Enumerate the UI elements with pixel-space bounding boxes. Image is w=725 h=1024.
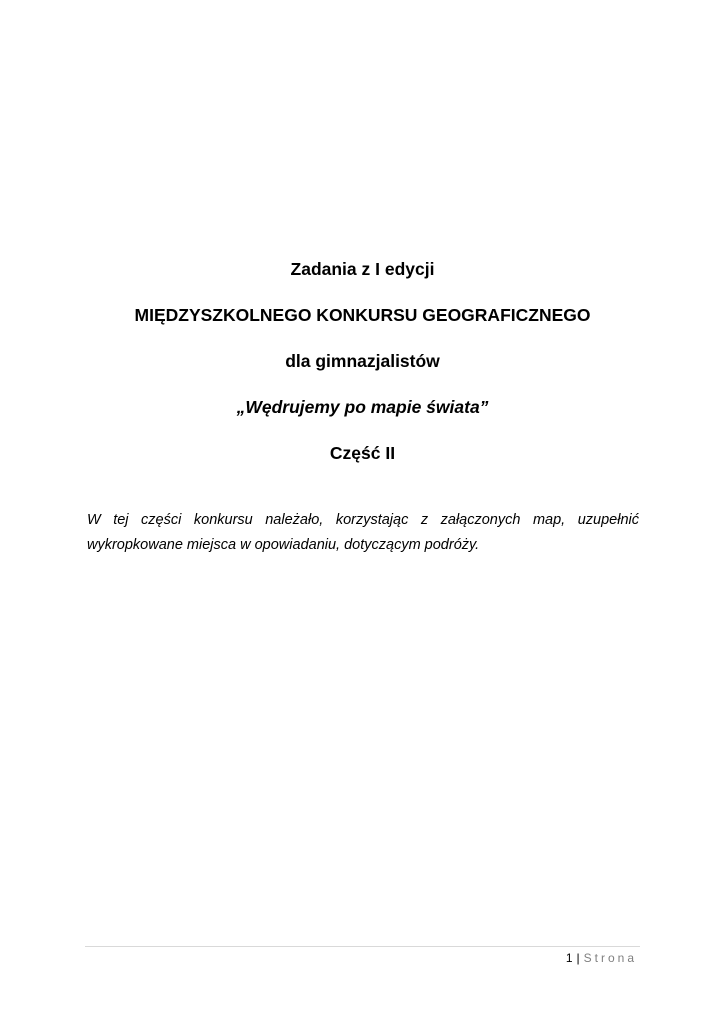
- title-line-motto: „Wędrujemy po mapie świata”: [236, 397, 489, 417]
- page-footer: [566, 950, 637, 966]
- title-line-contest: MIĘDZYSZKOLNEGO KONKURSU GEOGRAFICZNEGO: [134, 305, 591, 325]
- footer-page-word: Strona: [583, 951, 637, 965]
- page-number: 1: [565, 951, 573, 965]
- title-line-audience: dla gimnazjalistów: [285, 351, 440, 371]
- intro-paragraph: W tej części konkursu należało, korzystając z załączonych map, uzupełnić wykropkowane miejsca w opowiadaniu, dotyczącym podróży.: [87, 512, 639, 553]
- footer-separator: |: [576, 951, 580, 965]
- title-line-part: Część II: [329, 443, 396, 463]
- footer-divider: [85, 946, 640, 947]
- title-line-edition: Zadania z I edycji: [290, 259, 435, 279]
- title-block: [85, 258, 640, 464]
